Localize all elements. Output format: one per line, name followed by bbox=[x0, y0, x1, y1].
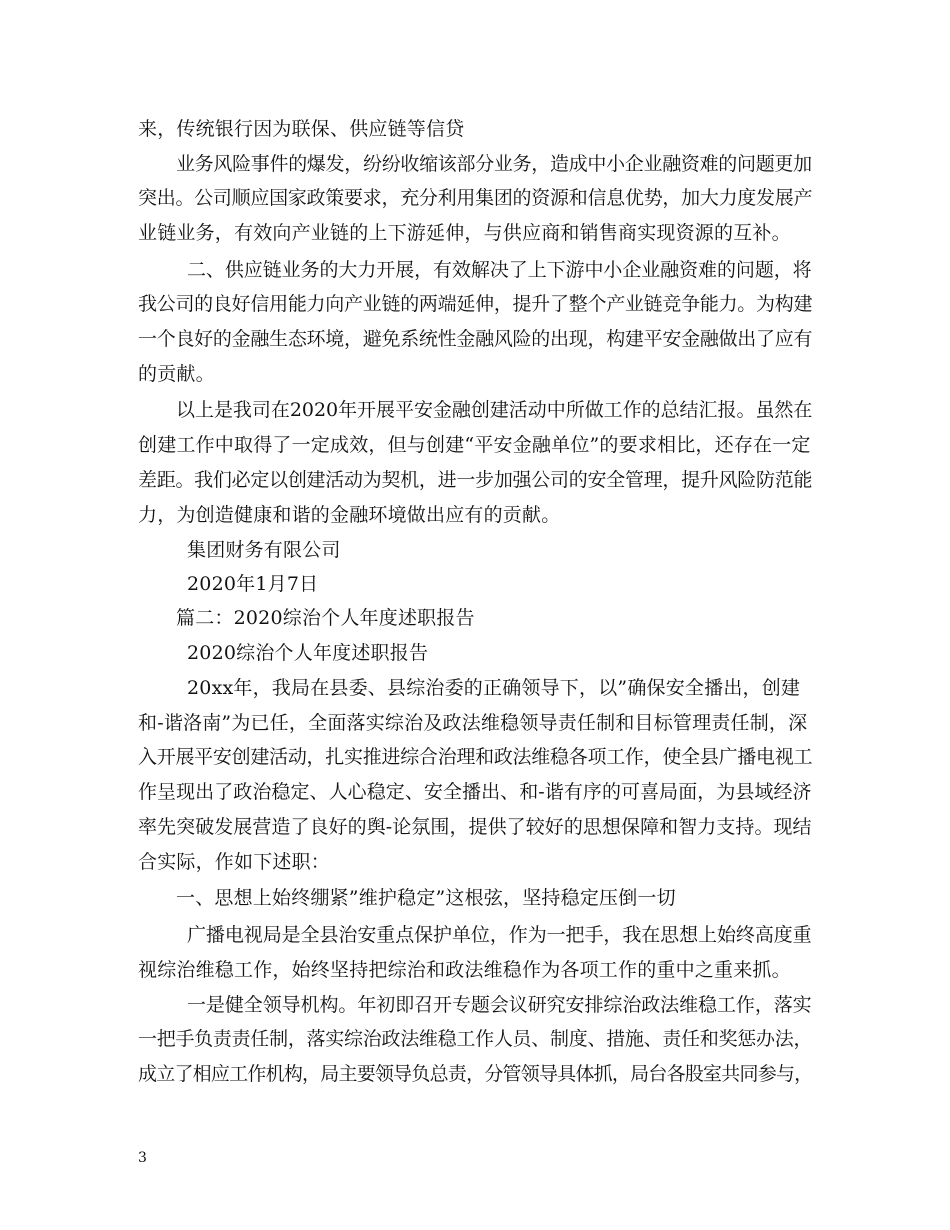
report-title: 2020综治个人年度述职报告 bbox=[187, 642, 429, 664]
text-line: 广播电视局是全县治安重点保护单位，作为一把手，我在思想上始终高度重 bbox=[187, 924, 812, 946]
text-line: 来，传统银行因为联保、供应链等信贷 bbox=[138, 118, 465, 140]
text-line: 视综治维稳工作，始终坚持把综治和政法维稳作为各项工作的重中之重来抓。 bbox=[138, 959, 791, 981]
section-heading: 篇二：2020综治个人年度述职报告 bbox=[176, 607, 475, 629]
text-line: 率先突破发展营造了良好的舆-论氛围，提供了较好的思想保障和智力支持。现结 bbox=[138, 816, 812, 838]
text-line: 20xx年，我局在县委、县综治委的正确领导下，以”确保安全播出，创建 bbox=[187, 677, 801, 699]
text-line: 作呈现出了政治稳定、人心稳定、安全播出、和-谐有序的可喜局面，为县域经济 bbox=[138, 781, 812, 803]
text-line: 入开展平安创建活动，扎实推进综合治理和政法维稳各项工作，使全县广播电视工 bbox=[138, 746, 813, 768]
text-line: 业务风险事件的爆发，纷纷收缩该部分业务，造成中小企业融资难的问题更加 bbox=[176, 153, 812, 175]
text-line: 一个良好的金融生态环境，避免系统性金融风险的出现，构建平安金融做出了应有 bbox=[138, 328, 813, 350]
text-line: 一把手负责责任制，落实综治政法维稳工作人员、制度、措施、责任和奖惩办法， bbox=[138, 1028, 813, 1050]
signature-company: 集团财务有限公司 bbox=[187, 539, 341, 561]
text-line: 业链业务，有效向产业链的上下游延伸，与供应商和销售商实现资源的互补。 bbox=[138, 222, 791, 244]
text-line: 突出。公司顺应国家政策要求，充分利用集团的资源和信息优势，加大力度发展产 bbox=[138, 187, 813, 209]
text-line: 差距。我们必定以创建活动为契机，进一步加强公司的安全管理，提升风险防范能 bbox=[138, 469, 813, 491]
page-number: 3 bbox=[138, 1150, 147, 1166]
text-line: 和-谐洛南”为已任，全面落实综治及政法维稳领导责任制和目标管理责任制，深 bbox=[138, 712, 808, 734]
signature-date: 2020年1月7日 bbox=[187, 573, 319, 595]
text-line: 成立了相应工作机构，局主要领导负总责，分管领导具体抓，局台各股室共同参与， bbox=[138, 1063, 813, 1085]
subsection-heading: 一、思想上始终绷紧”维护稳定”这根弦，坚持稳定压倒一切 bbox=[176, 887, 676, 909]
text-line: 我公司的良好信用能力向产业链的两端延伸，提升了整个产业链竞争能力。为构建 bbox=[138, 293, 813, 315]
text-line: 合实际，作如下述职： bbox=[138, 851, 331, 873]
text-line: 力，为创造健康和谐的金融环境做出应有的贡献。 bbox=[138, 504, 561, 526]
text-line: 一是健全领导机构。年初即召开专题会议研究安排综治政法维稳工作，落实 bbox=[187, 994, 812, 1016]
text-line: 以上是我司在2020年开展平安金融创建活动中所做工作的总结汇报。虽然在 bbox=[176, 399, 813, 421]
text-line: 二、供应链业务的大力开展，有效解决了上下游中小企业融资难的问题，将 bbox=[187, 259, 812, 281]
text-line: 创建工作中取得了一定成效，但与创建“平安金融单位”的要求相比，还存在一定 bbox=[138, 434, 811, 456]
text-line: 的贡献。 bbox=[138, 363, 215, 385]
